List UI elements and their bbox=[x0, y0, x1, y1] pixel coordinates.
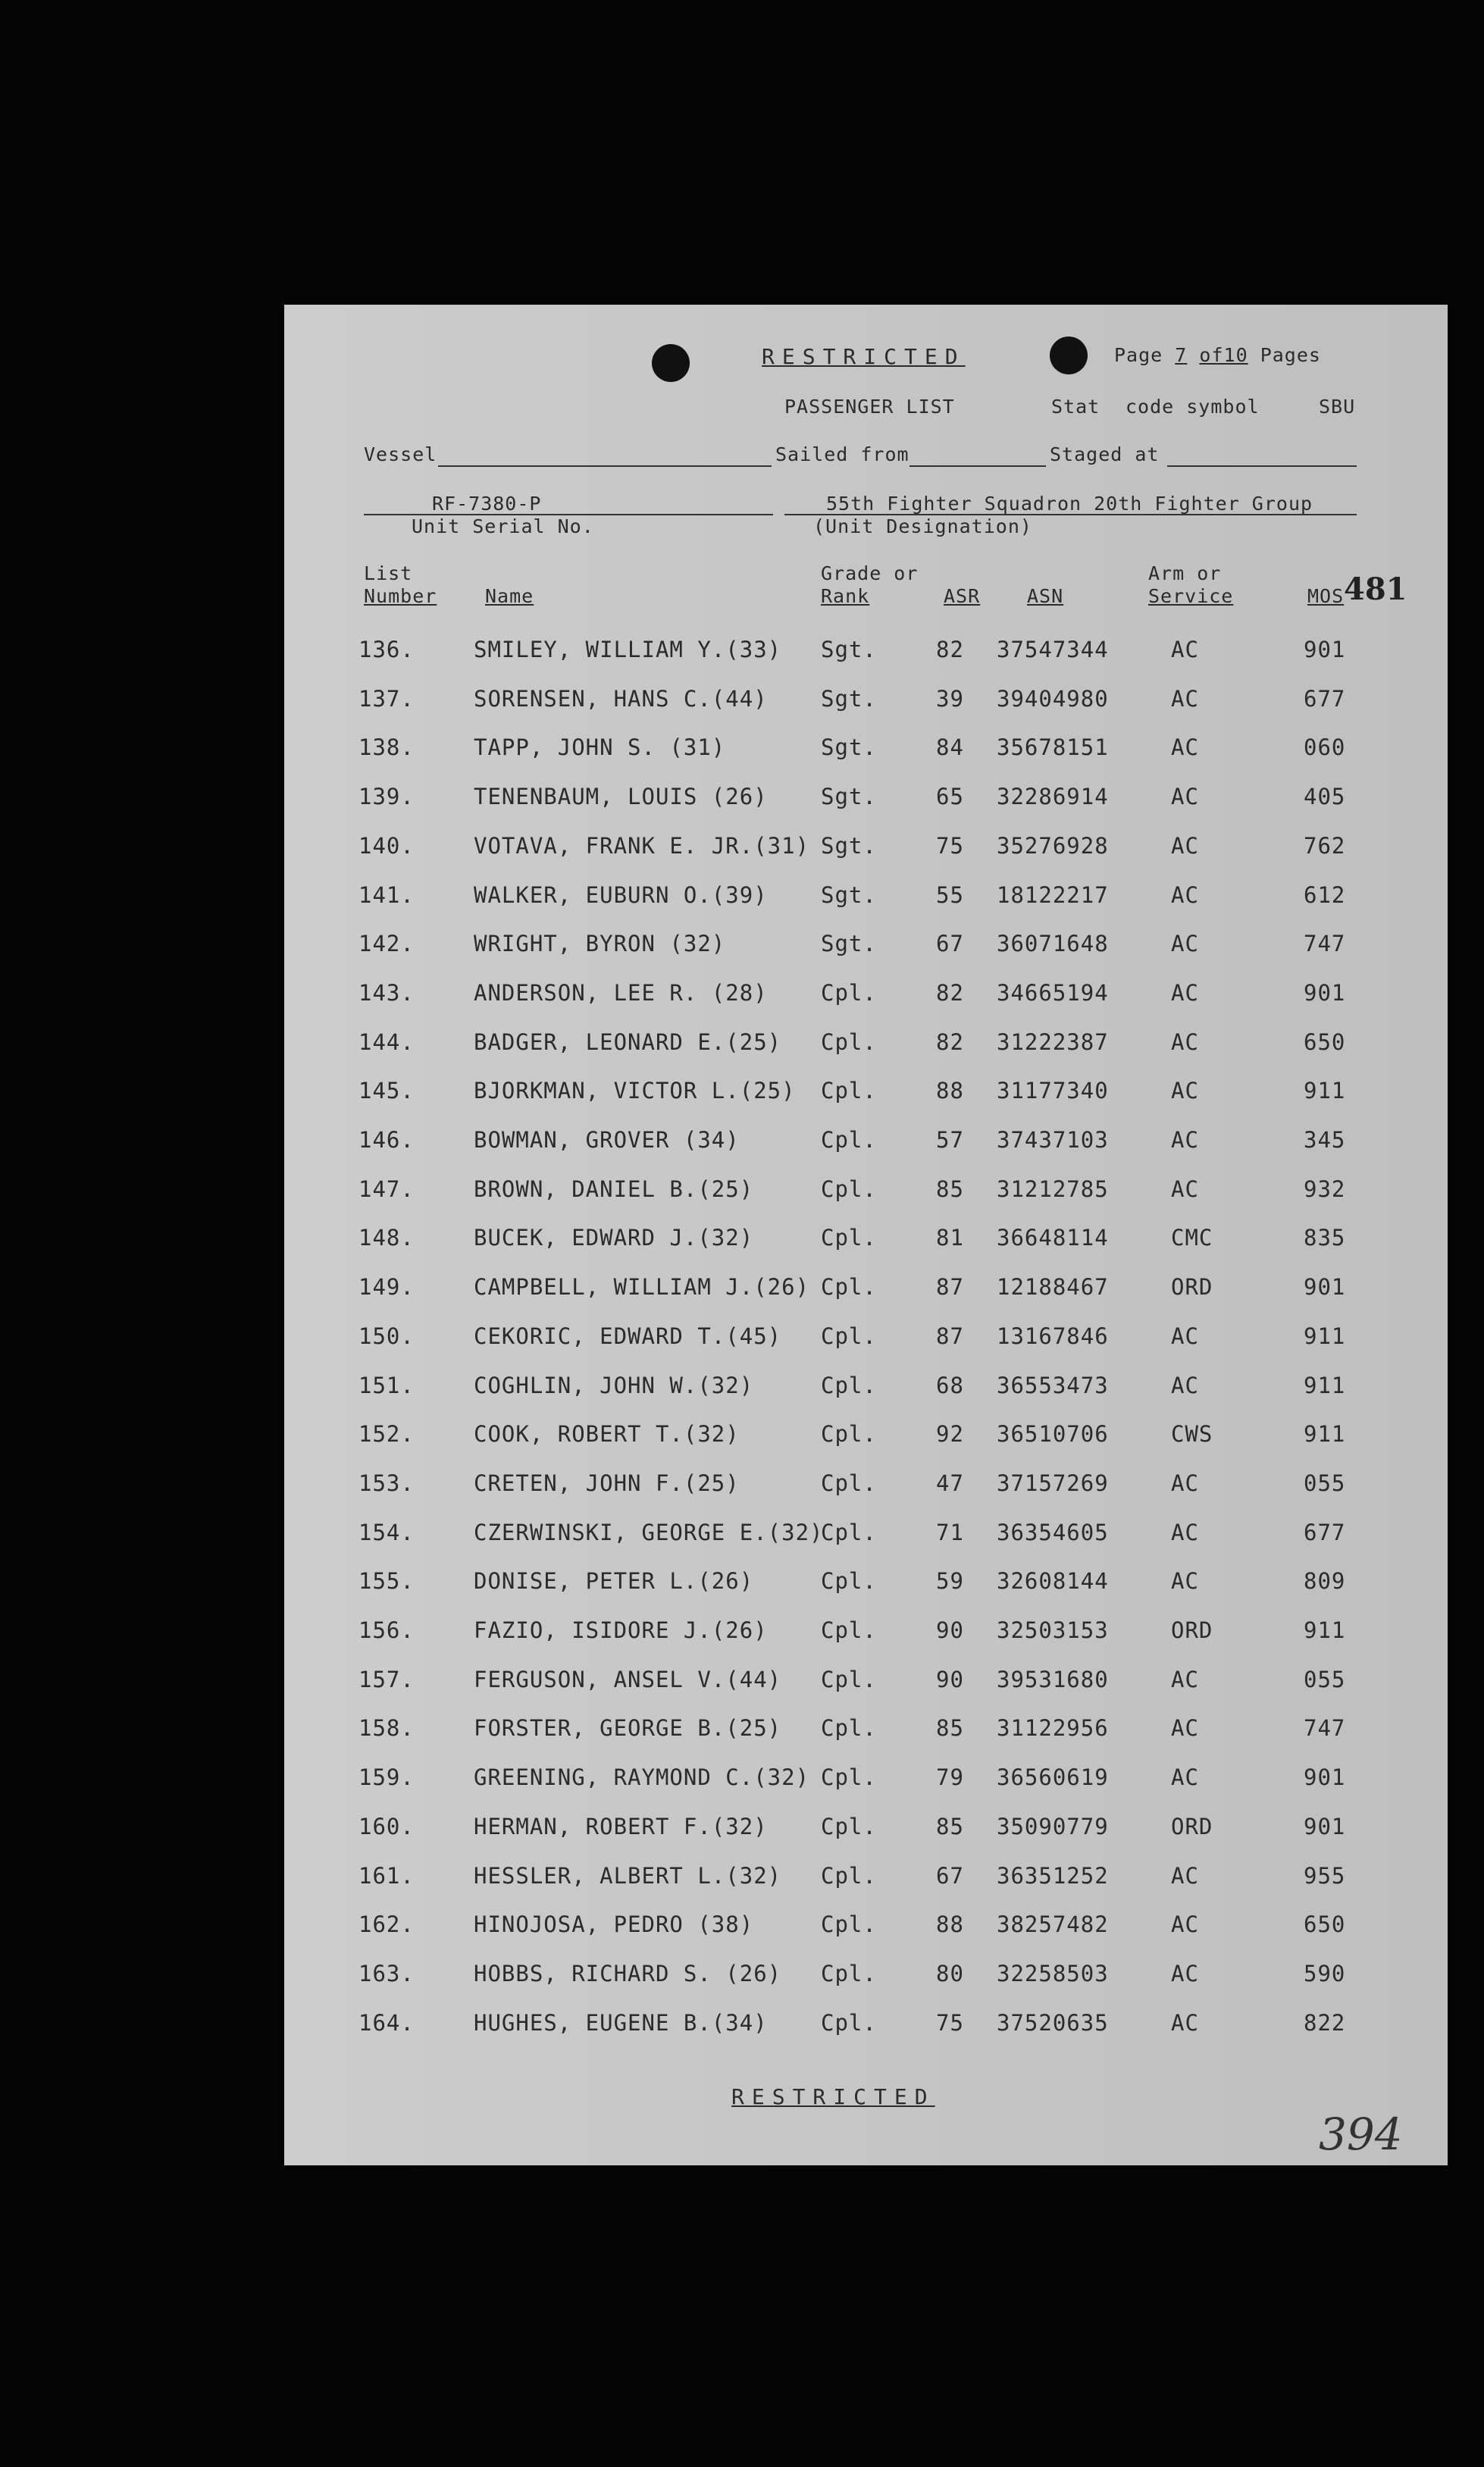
table-row bbox=[284, 1225, 1448, 1273]
list-number-cell: 157. bbox=[358, 1667, 415, 1692]
sailed-from-label: Sailed from bbox=[775, 443, 909, 465]
grade-cell: Cpl. bbox=[821, 1470, 877, 1496]
passenger-list-title: PASSENGER LIST bbox=[784, 396, 955, 418]
passenger-name-cell: CZERWINSKI, GEORGE E.(32) bbox=[474, 1520, 824, 1545]
vessel-field-line bbox=[438, 465, 772, 467]
arm-service-cell: AC bbox=[1171, 784, 1199, 809]
asn-cell: 32258503 bbox=[997, 1961, 1109, 1986]
mos-cell: 060 bbox=[1304, 734, 1346, 760]
arm-service-cell: ORD bbox=[1171, 1814, 1213, 1839]
asr-cell: 81 bbox=[936, 1225, 964, 1251]
grade-cell: Cpl. bbox=[821, 1814, 877, 1839]
grade-cell: Cpl. bbox=[821, 1520, 877, 1545]
list-number-cell: 151. bbox=[358, 1373, 415, 1398]
table-row bbox=[284, 1274, 1448, 1323]
col-list-number-line2: Number bbox=[364, 585, 437, 607]
table-row bbox=[284, 1617, 1448, 1666]
asr-cell: 59 bbox=[936, 1568, 964, 1594]
list-number-cell: 155. bbox=[358, 1568, 415, 1594]
asr-cell: 55 bbox=[936, 882, 964, 908]
asr-cell: 92 bbox=[936, 1421, 964, 1447]
mos-cell: 901 bbox=[1304, 1764, 1346, 1790]
arm-service-cell: AC bbox=[1171, 1176, 1199, 1202]
arm-service-cell: AC bbox=[1171, 882, 1199, 908]
mos-cell: 405 bbox=[1304, 784, 1346, 809]
arm-service-cell: AC bbox=[1171, 1470, 1199, 1496]
passenger-name-cell: CAMPBELL, WILLIAM J.(26) bbox=[474, 1274, 810, 1300]
asn-cell: 18122217 bbox=[997, 882, 1109, 908]
passenger-name-cell: BOWMAN, GROVER (34) bbox=[474, 1127, 740, 1153]
grade-cell: Sgt. bbox=[821, 734, 877, 760]
asn-cell: 37547344 bbox=[997, 637, 1109, 662]
asn-cell: 34665194 bbox=[997, 980, 1109, 1006]
list-number-cell: 148. bbox=[358, 1225, 415, 1251]
col-arm-line1: Arm or bbox=[1148, 562, 1222, 584]
arm-service-cell: AC bbox=[1171, 931, 1199, 956]
passenger-name-cell: TENENBAUM, LOUIS (26) bbox=[474, 784, 768, 809]
asr-cell: 75 bbox=[936, 2010, 964, 2036]
passenger-name-cell: BJORKMAN, VICTOR L.(25) bbox=[474, 1078, 796, 1104]
table-row bbox=[284, 1961, 1448, 2009]
arm-service-cell: AC bbox=[1171, 833, 1199, 859]
col-grade-line1: Grade or bbox=[821, 562, 919, 584]
table-row bbox=[284, 1127, 1448, 1176]
unit-designation-label: (Unit Designation) bbox=[813, 515, 1032, 537]
passenger-name-cell: HERMAN, ROBERT F.(32) bbox=[474, 1814, 768, 1839]
asr-cell: 90 bbox=[936, 1667, 964, 1692]
list-number-cell: 159. bbox=[358, 1764, 415, 1790]
grade-cell: Cpl. bbox=[821, 1029, 877, 1055]
asn-cell: 37520635 bbox=[997, 2010, 1109, 2036]
arm-service-cell: AC bbox=[1171, 2010, 1199, 2036]
passenger-name-cell: GREENING, RAYMOND C.(32) bbox=[474, 1764, 810, 1790]
asn-cell: 36351252 bbox=[997, 1863, 1109, 1889]
table-row bbox=[284, 931, 1448, 979]
passenger-name-cell: WRIGHT, BYRON (32) bbox=[474, 931, 726, 956]
page-counter bbox=[1114, 344, 1321, 366]
page-current: 7 bbox=[1175, 344, 1188, 366]
asr-cell: 84 bbox=[936, 734, 964, 760]
passenger-name-cell: HESSLER, ALBERT L.(32) bbox=[474, 1863, 782, 1889]
arm-service-cell: AC bbox=[1171, 1029, 1199, 1055]
code-symbol-label: code symbol bbox=[1126, 396, 1260, 418]
mos-cell: 955 bbox=[1304, 1863, 1346, 1889]
arm-service-cell: AC bbox=[1171, 686, 1199, 712]
arm-service-cell: AC bbox=[1171, 637, 1199, 662]
grade-cell: Sgt. bbox=[821, 637, 877, 662]
asn-cell: 31177340 bbox=[997, 1078, 1109, 1104]
col-grade-line2: Rank bbox=[821, 585, 870, 607]
passenger-name-cell: TAPP, JOHN S. (31) bbox=[474, 734, 726, 760]
asn-cell: 32503153 bbox=[997, 1617, 1109, 1643]
asr-cell: 79 bbox=[936, 1764, 964, 1790]
asn-cell: 31222387 bbox=[997, 1029, 1109, 1055]
arm-service-cell: AC bbox=[1171, 1373, 1199, 1398]
list-number-cell: 145. bbox=[358, 1078, 415, 1104]
grade-cell: Cpl. bbox=[821, 1127, 877, 1153]
list-number-cell: 160. bbox=[358, 1814, 415, 1839]
grade-cell: Cpl. bbox=[821, 980, 877, 1006]
unit-serial-value: RF-7380-P bbox=[432, 493, 542, 515]
grade-cell: Cpl. bbox=[821, 1421, 877, 1447]
asr-cell: 82 bbox=[936, 637, 964, 662]
unit-serial-label: Unit Serial No. bbox=[412, 515, 594, 537]
list-number-cell: 138. bbox=[358, 734, 415, 760]
list-number-cell: 141. bbox=[358, 882, 415, 908]
passenger-name-cell: HINOJOSA, PEDRO (38) bbox=[474, 1911, 754, 1937]
vessel-label: Vessel bbox=[364, 443, 437, 465]
asn-cell: 39531680 bbox=[997, 1667, 1109, 1692]
mos-cell: 677 bbox=[1304, 1520, 1346, 1545]
table-row bbox=[284, 882, 1448, 931]
list-number-cell: 156. bbox=[358, 1617, 415, 1643]
asr-cell: 85 bbox=[936, 1715, 964, 1741]
mos-cell: 911 bbox=[1304, 1323, 1346, 1349]
mos-cell: 055 bbox=[1304, 1470, 1346, 1496]
table-row bbox=[284, 1863, 1448, 1911]
table-row bbox=[284, 1520, 1448, 1568]
asn-cell: 36648114 bbox=[997, 1225, 1109, 1251]
asr-cell: 90 bbox=[936, 1617, 964, 1643]
list-number-cell: 152. bbox=[358, 1421, 415, 1447]
passenger-name-cell: HOBBS, RICHARD S. (26) bbox=[474, 1961, 782, 1986]
list-number-cell: 149. bbox=[358, 1274, 415, 1300]
page-of: of bbox=[1199, 344, 1224, 366]
asr-cell: 75 bbox=[936, 833, 964, 859]
table-row bbox=[284, 1911, 1448, 1960]
asn-cell: 35276928 bbox=[997, 833, 1109, 859]
mos-cell: 901 bbox=[1304, 1274, 1346, 1300]
asr-cell: 88 bbox=[936, 1078, 964, 1104]
grade-cell: Cpl. bbox=[821, 1961, 877, 1986]
passenger-name-cell: SMILEY, WILLIAM Y.(33) bbox=[474, 637, 782, 662]
asr-cell: 57 bbox=[936, 1127, 964, 1153]
grade-cell: Cpl. bbox=[821, 1078, 877, 1104]
asn-cell: 36560619 bbox=[997, 1764, 1109, 1790]
mos-cell: 809 bbox=[1304, 1568, 1346, 1594]
table-row bbox=[284, 1323, 1448, 1372]
mos-cell: 835 bbox=[1304, 1225, 1346, 1251]
asr-cell: 47 bbox=[936, 1470, 964, 1496]
passenger-name-cell: FAZIO, ISIDORE J.(26) bbox=[474, 1617, 768, 1643]
staged-at-label: Staged at bbox=[1050, 443, 1160, 465]
arm-service-cell: AC bbox=[1171, 1667, 1199, 1692]
table-row bbox=[284, 1078, 1448, 1126]
mos-cell: 911 bbox=[1304, 1373, 1346, 1398]
asn-cell: 36354605 bbox=[997, 1520, 1109, 1545]
asn-cell: 35090779 bbox=[997, 1814, 1109, 1839]
page-word: Page bbox=[1114, 344, 1163, 366]
asr-cell: 82 bbox=[936, 1029, 964, 1055]
col-mos: MOS bbox=[1307, 585, 1345, 607]
asn-cell: 32286914 bbox=[997, 784, 1109, 809]
table-row bbox=[284, 2010, 1448, 2058]
mos-cell: 650 bbox=[1304, 1029, 1346, 1055]
col-asn: ASN bbox=[1027, 585, 1064, 607]
asr-cell: 71 bbox=[936, 1520, 964, 1545]
grade-cell: Cpl. bbox=[821, 2010, 877, 2036]
asr-cell: 65 bbox=[936, 784, 964, 809]
asr-cell: 80 bbox=[936, 1961, 964, 1986]
asn-cell: 37437103 bbox=[997, 1127, 1109, 1153]
asn-cell: 38257482 bbox=[997, 1911, 1109, 1937]
mos-cell: 747 bbox=[1304, 931, 1346, 956]
asr-cell: 68 bbox=[936, 1373, 964, 1398]
restricted-header: RESTRICTED bbox=[762, 344, 966, 369]
arm-service-cell: AC bbox=[1171, 1863, 1199, 1889]
asr-cell: 88 bbox=[936, 1911, 964, 1937]
list-number-cell: 150. bbox=[358, 1323, 415, 1349]
list-number-cell: 162. bbox=[358, 1911, 415, 1937]
grade-cell: Cpl. bbox=[821, 1274, 877, 1300]
table-row bbox=[284, 734, 1448, 783]
arm-service-cell: AC bbox=[1171, 734, 1199, 760]
pages-word: Pages bbox=[1260, 344, 1321, 366]
mos-cell: 650 bbox=[1304, 1911, 1346, 1937]
handwritten-page-number: 394 bbox=[1319, 2109, 1403, 2160]
table-row bbox=[284, 784, 1448, 832]
arm-service-cell: AC bbox=[1171, 1715, 1199, 1741]
asn-cell: 31122956 bbox=[997, 1715, 1109, 1741]
table-row bbox=[284, 980, 1448, 1028]
arm-service-cell: AC bbox=[1171, 1911, 1199, 1937]
col-asr: ASR bbox=[944, 585, 981, 607]
list-number-cell: 140. bbox=[358, 833, 415, 859]
arm-service-cell: AC bbox=[1171, 1078, 1199, 1104]
list-number-cell: 154. bbox=[358, 1520, 415, 1545]
grade-cell: Sgt. bbox=[821, 686, 877, 712]
arm-service-cell: ORD bbox=[1171, 1274, 1213, 1300]
table-row bbox=[284, 1764, 1448, 1813]
mos-cell: 911 bbox=[1304, 1617, 1346, 1643]
list-number-cell: 146. bbox=[358, 1127, 415, 1153]
mos-cell: 911 bbox=[1304, 1421, 1346, 1447]
mos-cell: 932 bbox=[1304, 1176, 1346, 1202]
passenger-name-cell: COOK, ROBERT T.(32) bbox=[474, 1421, 740, 1447]
passenger-name-cell: SORENSEN, HANS C.(44) bbox=[474, 686, 768, 712]
mos-cell: 677 bbox=[1304, 686, 1346, 712]
grade-cell: Cpl. bbox=[821, 1617, 877, 1643]
table-row bbox=[284, 833, 1448, 881]
asn-cell: 12188467 bbox=[997, 1274, 1109, 1300]
asr-cell: 67 bbox=[936, 1863, 964, 1889]
grade-cell: Cpl. bbox=[821, 1764, 877, 1790]
asn-cell: 31212785 bbox=[997, 1176, 1109, 1202]
arm-service-cell: AC bbox=[1171, 980, 1199, 1006]
grade-cell: Cpl. bbox=[821, 1568, 877, 1594]
mos-cell: 901 bbox=[1304, 980, 1346, 1006]
arm-service-cell: CMC bbox=[1171, 1225, 1213, 1251]
mos-cell: 590 bbox=[1304, 1961, 1346, 1986]
passenger-name-cell: BROWN, DANIEL B.(25) bbox=[474, 1176, 754, 1202]
grade-cell: Cpl. bbox=[821, 1225, 877, 1251]
asr-cell: 67 bbox=[936, 931, 964, 956]
punch-hole-right bbox=[1050, 337, 1088, 374]
grade-cell: Cpl. bbox=[821, 1911, 877, 1937]
list-number-cell: 136. bbox=[358, 637, 415, 662]
passenger-name-cell: WALKER, EUBURN O.(39) bbox=[474, 882, 768, 908]
restricted-footer: RESTRICTED bbox=[731, 2084, 935, 2109]
asn-cell: 36071648 bbox=[997, 931, 1109, 956]
grade-cell: Sgt. bbox=[821, 833, 877, 859]
asr-cell: 87 bbox=[936, 1274, 964, 1300]
asr-cell: 87 bbox=[936, 1323, 964, 1349]
mos-cell: 345 bbox=[1304, 1127, 1346, 1153]
grade-cell: Sgt. bbox=[821, 931, 877, 956]
list-number-cell: 139. bbox=[358, 784, 415, 809]
table-row bbox=[284, 1470, 1448, 1519]
col-list-number-line1: List bbox=[364, 562, 413, 584]
punch-hole-left bbox=[652, 344, 690, 382]
mos-cell: 901 bbox=[1304, 637, 1346, 662]
passenger-name-cell: COGHLIN, JOHN W.(32) bbox=[474, 1373, 754, 1398]
list-number-cell: 147. bbox=[358, 1176, 415, 1202]
stamp-number: 481 bbox=[1344, 571, 1407, 607]
mos-cell: 901 bbox=[1304, 1814, 1346, 1839]
passenger-name-cell: FERGUSON, ANSEL V.(44) bbox=[474, 1667, 782, 1692]
asn-cell: 32608144 bbox=[997, 1568, 1109, 1594]
asn-cell: 36510706 bbox=[997, 1421, 1109, 1447]
col-arm-line2: Service bbox=[1148, 585, 1234, 607]
mos-cell: 911 bbox=[1304, 1078, 1346, 1104]
asr-cell: 85 bbox=[936, 1176, 964, 1202]
arm-service-cell: CWS bbox=[1171, 1421, 1213, 1447]
asn-cell: 13167846 bbox=[997, 1323, 1109, 1349]
list-number-cell: 137. bbox=[358, 686, 415, 712]
list-number-cell: 158. bbox=[358, 1715, 415, 1741]
passenger-name-cell: ANDERSON, LEE R. (28) bbox=[474, 980, 768, 1006]
sailed-from-field-line bbox=[909, 465, 1046, 467]
passenger-name-cell: VOTAVA, FRANK E. JR.(31) bbox=[474, 833, 810, 859]
document-page bbox=[284, 305, 1448, 2165]
table-row bbox=[284, 637, 1448, 685]
staged-at-field-line bbox=[1167, 465, 1357, 467]
mos-cell: 747 bbox=[1304, 1715, 1346, 1741]
table-row bbox=[284, 1814, 1448, 1862]
table-row bbox=[284, 1667, 1448, 1715]
mos-cell: 822 bbox=[1304, 2010, 1346, 2036]
table-row bbox=[284, 686, 1448, 734]
grade-cell: Sgt. bbox=[821, 784, 877, 809]
mos-cell: 762 bbox=[1304, 833, 1346, 859]
grade-cell: Cpl. bbox=[821, 1667, 877, 1692]
asr-cell: 85 bbox=[936, 1814, 964, 1839]
arm-service-cell: AC bbox=[1171, 1323, 1199, 1349]
passenger-name-cell: HUGHES, EUGENE B.(34) bbox=[474, 2010, 768, 2036]
table-row bbox=[284, 1373, 1448, 1421]
table-row bbox=[284, 1029, 1448, 1078]
arm-service-cell: AC bbox=[1171, 1961, 1199, 1986]
grade-cell: Cpl. bbox=[821, 1863, 877, 1889]
list-number-cell: 142. bbox=[358, 931, 415, 956]
list-number-cell: 153. bbox=[358, 1470, 415, 1496]
table-row bbox=[284, 1568, 1448, 1617]
table-row bbox=[284, 1176, 1448, 1225]
passenger-name-cell: DONISE, PETER L.(26) bbox=[474, 1568, 754, 1594]
arm-service-cell: AC bbox=[1171, 1568, 1199, 1594]
arm-service-cell: AC bbox=[1171, 1764, 1199, 1790]
mos-cell: 612 bbox=[1304, 882, 1346, 908]
passenger-name-cell: CRETEN, JOHN F.(25) bbox=[474, 1470, 740, 1496]
list-number-cell: 163. bbox=[358, 1961, 415, 1986]
passenger-name-cell: FORSTER, GEORGE B.(25) bbox=[474, 1715, 782, 1741]
mos-cell: 055 bbox=[1304, 1667, 1346, 1692]
asn-cell: 36553473 bbox=[997, 1373, 1109, 1398]
passenger-name-cell: BUCEK, EDWARD J.(32) bbox=[474, 1225, 754, 1251]
list-number-cell: 143. bbox=[358, 980, 415, 1006]
grade-cell: Cpl. bbox=[821, 1176, 877, 1202]
asn-cell: 37157269 bbox=[997, 1470, 1109, 1496]
grade-cell: Cpl. bbox=[821, 1715, 877, 1741]
grade-cell: Sgt. bbox=[821, 882, 877, 908]
list-number-cell: 144. bbox=[358, 1029, 415, 1055]
passenger-name-cell: BADGER, LEONARD E.(25) bbox=[474, 1029, 782, 1055]
grade-cell: Cpl. bbox=[821, 1323, 877, 1349]
table-row bbox=[284, 1421, 1448, 1470]
table-row bbox=[284, 1715, 1448, 1764]
station-label: Stat bbox=[1051, 396, 1100, 418]
asr-cell: 82 bbox=[936, 980, 964, 1006]
code-symbol-value: SBU bbox=[1319, 396, 1356, 418]
asr-cell: 39 bbox=[936, 686, 964, 712]
asn-cell: 35678151 bbox=[997, 734, 1109, 760]
col-name: Name bbox=[485, 585, 534, 607]
passenger-name-cell: CEKORIC, EDWARD T.(45) bbox=[474, 1323, 782, 1349]
list-number-cell: 161. bbox=[358, 1863, 415, 1889]
page-total: 10 bbox=[1223, 344, 1248, 366]
asn-cell: 39404980 bbox=[997, 686, 1109, 712]
arm-service-cell: ORD bbox=[1171, 1617, 1213, 1643]
arm-service-cell: AC bbox=[1171, 1520, 1199, 1545]
arm-service-cell: AC bbox=[1171, 1127, 1199, 1153]
grade-cell: Cpl. bbox=[821, 1373, 877, 1398]
list-number-cell: 164. bbox=[358, 2010, 415, 2036]
unit-designation-value: 55th Fighter Squadron 20th Fighter Group bbox=[826, 493, 1313, 515]
